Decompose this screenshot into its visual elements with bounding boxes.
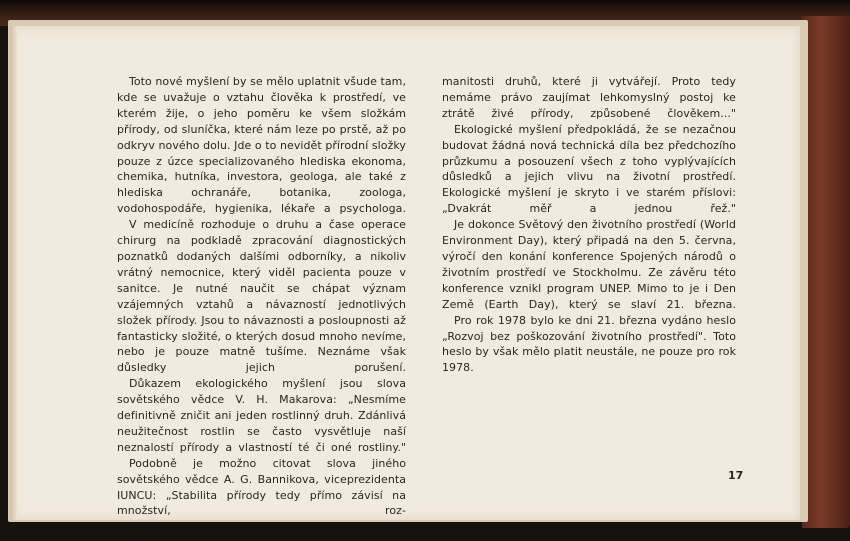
right-column xyxy=(442,74,736,376)
paragraph: Ekologické myšlení předpokládá, že se nezačnou budovat žádná nová technická díla bez předchozího průzkumu a posouzení všech z toho vyplývajících důsledků a jejich vlivu na životní prostředí. Ekologické myšlení je skryto i ve starém příslovi: „Dvakrát měř a jednou řež." xyxy=(442,122,736,216)
left-column xyxy=(117,74,406,519)
paragraph: Pro rok 1978 bylo ke dni 21. března vydáno heslo „Rozvoj bez poškozování životního prostředí". Toto heslo by však mělo platit neustále, ne pouze pro rok 1978. xyxy=(442,313,736,375)
page-edge xyxy=(10,26,18,520)
paragraph: manitosti druhů, které ji vytvářejí. Proto tedy nemáme právo zaujímat lehkomyslný postoj ke ztrátě živé přírody, způsobené člověkem..." xyxy=(442,75,736,120)
paragraph: V medicíně rozhoduje o druhu a čase operace chirurg na podkladě zpracování diagnostických poznatků dodaných dalšími odborníky, a nikoliv vrátný nemocnice, který viděl pacienta pouze v sanitce. Je nutné naučit se chápat význam vzájemných vztahů a návazností jednotlivých složek přírody. Jsou to návaznosti a posloupnosti až fantasticky složité, o kterých dosud mnoho nevíme, nebo je pouze matně tušíme. Neznáme však důsledky jejich porušení. xyxy=(117,218,406,375)
paragraph: Důkazem ekologického myšlení jsou slova sovětského vědce V. H. Makarova: „Nesmíme definitivně zničit ani jeden rostlinný druh. Zdánlivá neužitečnost rostlin se často vysvětluje naší neznalostí přírody a vlastností té či oné rostliny." xyxy=(117,377,406,454)
book-cover-edge xyxy=(802,16,850,528)
paragraph: Toto nové myšlení by se mělo uplatnit všude tam, kde se uvažuje o vztahu člověka k prostředí, ve kterém žije, o jeho poměru ke všem složkám přírody, od sluníčka, které nám leze po prstě, až po odkryv nového dolu. Jde o to nevidět přírodní složky pouze z úzce specializovaného hlediska ekonoma, chemika, hutníka, investora, geologa, ale také z hlediska ochranáře, botanika, zoologa, vodohospodáře, hygienika, lékaře a psychologa. xyxy=(117,75,406,216)
paragraph: Podobně je možno citovat slova jiného sovětského vědce A. G. Bannikova, viceprezidenta IUNCU: „Stabilita přírody tedy přímo závisí na množství, roz- xyxy=(117,456,406,518)
page-number: 17 xyxy=(728,469,744,482)
paragraph: Je dokonce Světový den životního prostředí (World Environment Day), který připadá na den 5. června, výročí den konání konference Spojených národů o životním prostředí ve Stockholmu. Ze závěru této konference vznikl program UNEP. Mimo to je i Den Země (Earth Day), který se slaví 21. března. xyxy=(442,218,736,311)
